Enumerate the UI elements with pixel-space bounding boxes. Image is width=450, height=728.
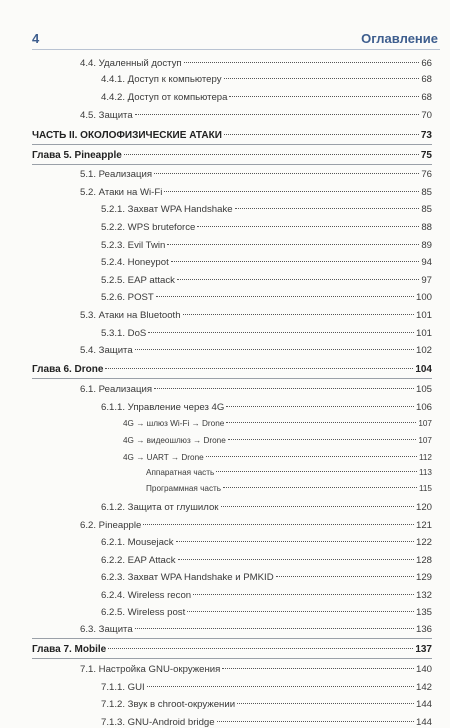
dot-leader [135, 628, 414, 629]
dot-leader [183, 314, 414, 315]
dot-leader [226, 406, 414, 407]
toc-entry-label: 4G → видеошлюз → Drone [123, 436, 226, 445]
toc-entry-page: 107 [418, 419, 432, 428]
page-header [0, 0, 450, 48]
dot-leader [171, 261, 420, 262]
toc-entry-page: 70 [421, 110, 432, 121]
toc-entry [101, 572, 432, 583]
toc-entry-label: 5.2.4. Honeypot [101, 257, 169, 268]
toc-entry [101, 222, 432, 233]
section-rule [32, 658, 432, 659]
dot-leader [184, 62, 420, 63]
toc-entry [80, 664, 432, 675]
section-rule [32, 638, 432, 639]
toc-entry-page: 112 [418, 453, 432, 462]
toc-entry-page: 144 [415, 699, 432, 710]
dot-leader [105, 368, 413, 369]
toc-entry-label: 6.2.3. Захват WPA Handshake и PMKID [101, 572, 274, 583]
dot-leader [193, 594, 414, 595]
toc-entry [80, 624, 432, 635]
toc-entry-page: 101 [415, 328, 432, 339]
toc-entry-page: 135 [415, 607, 432, 618]
toc-entry-page: 122 [415, 537, 432, 548]
toc-entry-label: 6.2.2. EAP Attack [101, 555, 176, 566]
toc-entry-page: 106 [415, 402, 432, 413]
toc-entry-label: 5.2.5. EAP attack [101, 275, 175, 286]
toc-entry-label: 7.1. Настройка GNU-окружения [80, 664, 221, 675]
toc-entry [123, 436, 432, 445]
toc-entry-page: 104 [415, 364, 432, 375]
toc-entry-page: 132 [415, 590, 432, 601]
toc-entry-label: 5.3.1. DoS [101, 328, 147, 339]
toc-entry-label: 4G → UART → Drone [123, 453, 204, 462]
toc-entry-page: 85 [421, 187, 432, 198]
toc-entry-page: 128 [415, 555, 432, 566]
toc-entry [101, 292, 432, 303]
toc-entry [101, 92, 432, 103]
toc-entry-page: 100 [415, 292, 432, 303]
dot-leader [124, 154, 419, 155]
toc-entry [80, 58, 432, 69]
toc-entry-page: 101 [415, 310, 432, 321]
toc-entry-label: ЧАСТЬ II. ОКОЛОФИЗИЧЕСКИЕ АТАКИ [32, 130, 222, 141]
toc-entry [101, 257, 432, 268]
toc-entry [101, 537, 432, 548]
toc-entry-label: 5.2.3. Evil Twin [101, 240, 166, 251]
dot-leader [167, 244, 419, 245]
header-rule [32, 49, 440, 50]
dot-leader [176, 541, 414, 542]
toc-entry-label: 6.2.1. Mousejack [101, 537, 174, 548]
dot-leader [221, 506, 414, 507]
section-rule [32, 164, 432, 165]
dot-leader [229, 96, 419, 97]
dot-leader [197, 226, 419, 227]
toc-entry-label: 4.4.2. Доступ от компьютера [101, 92, 228, 103]
toc-entry [80, 345, 432, 356]
toc-entry-page: 113 [418, 468, 432, 477]
toc-entry-label: Глава 6. Drone [32, 364, 104, 375]
toc-entry-page: 115 [418, 484, 432, 493]
toc-entry [101, 502, 432, 513]
toc-entry-label: 7.1.2. Звук в chroot-окружении [101, 699, 236, 710]
toc-entry-label: 5.2.2. WPS bruteforce [101, 222, 196, 233]
toc-entry-label: 6.1.2. Защита от глушилок [101, 502, 219, 513]
toc-entry-label: 5.2.1. Захват WPA Handshake [101, 204, 233, 215]
toc-entry-page: 66 [421, 58, 432, 69]
toc-entry-page: 120 [415, 502, 432, 513]
toc-entry-page: 121 [415, 520, 432, 531]
toc-entry-label: 5.2.6. POST [101, 292, 154, 303]
dot-leader [178, 559, 414, 560]
toc-entry-label: 6.2.5. Wireless post [101, 607, 186, 618]
toc-entry [80, 384, 432, 395]
toc-entry-page: 142 [415, 682, 432, 693]
toc-entry [101, 328, 432, 339]
dot-leader [154, 173, 419, 174]
toc-entry [101, 590, 432, 601]
toc-entry [101, 74, 432, 85]
dot-leader [154, 388, 414, 389]
toc-entry [32, 644, 432, 655]
dot-leader [143, 524, 414, 525]
toc-entry [101, 717, 432, 728]
dot-leader [147, 686, 414, 687]
toc-entry [101, 402, 432, 413]
dot-leader [216, 471, 417, 472]
toc-entry [80, 187, 432, 198]
toc-entry-label: 6.1.1. Управление через 4G [101, 402, 225, 413]
toc-entry-page: 102 [415, 345, 432, 356]
toc-entry [80, 310, 432, 321]
toc-entry-page: 68 [421, 92, 432, 103]
dot-leader [224, 78, 420, 79]
dot-leader [224, 134, 419, 135]
toc-entry-page: 129 [415, 572, 432, 583]
dot-leader [135, 114, 420, 115]
toc-entry [80, 169, 432, 180]
dot-leader [235, 208, 420, 209]
toc-entry-label: 4.4. Удаленный доступ [80, 58, 182, 69]
toc-entry [80, 110, 432, 121]
running-title: Оглавление [361, 31, 438, 46]
dot-leader [108, 648, 413, 649]
toc-entry-page: 105 [415, 384, 432, 395]
dot-leader [187, 611, 414, 612]
toc-entry [123, 453, 432, 462]
toc-entry [101, 682, 432, 693]
toc-entry-label: 4.5. Защита [80, 110, 133, 121]
dot-leader [226, 422, 416, 423]
toc-entry-page: 73 [420, 130, 432, 141]
toc-entry-label: 6.1. Реализация [80, 384, 153, 395]
toc-entry [101, 240, 432, 251]
toc-entry-label: 7.1.1. GUI [101, 682, 145, 693]
toc-entry-page: 88 [421, 222, 432, 233]
dot-leader [217, 721, 414, 722]
toc-entry-label: 6.3. Защита [80, 624, 133, 635]
toc-entry-page: 140 [415, 664, 432, 675]
dot-leader [223, 487, 417, 488]
toc-entry-label: 6.2.4. Wireless recon [101, 590, 192, 601]
dot-leader [276, 576, 414, 577]
toc-entry-label: 4.4.1. Доступ к компьютеру [101, 74, 222, 85]
toc-entry-page: 85 [421, 204, 432, 215]
toc-entry-page: 94 [421, 257, 432, 268]
toc-entry [32, 130, 432, 141]
toc-entry-page: 68 [421, 74, 432, 85]
dot-leader [156, 296, 414, 297]
dot-leader [206, 456, 417, 457]
toc-entry-page: 97 [421, 275, 432, 286]
section-rule [32, 378, 432, 379]
toc-entry [101, 607, 432, 618]
toc-entry-page: 136 [415, 624, 432, 635]
toc-entry-label: 4G → шлюз Wi-Fi → Drone [123, 419, 225, 428]
toc-entry [123, 419, 432, 428]
toc-entry-page: 75 [420, 150, 432, 161]
toc-entry [32, 364, 432, 375]
toc-entry-label: 5.4. Защита [80, 345, 133, 356]
dot-leader [237, 703, 414, 704]
dot-leader [222, 668, 414, 669]
dot-leader [148, 332, 414, 333]
toc-entry [146, 468, 432, 477]
toc-entry [101, 555, 432, 566]
toc-entry [80, 520, 432, 531]
dot-leader [135, 349, 414, 350]
toc-entry-label: 6.2. Pineapple [80, 520, 142, 531]
toc-entry [146, 484, 432, 493]
dot-leader [164, 191, 419, 192]
toc-entry-label: 5.2. Атаки на Wi-Fi [80, 187, 163, 198]
toc-entry-page: 89 [421, 240, 432, 251]
toc-entry-page: 76 [421, 169, 432, 180]
toc-entry [101, 699, 432, 710]
toc-entry-page: 144 [415, 717, 432, 728]
toc-entry-label: 5.3. Атаки на Bluetooth [80, 310, 181, 321]
toc-entry [101, 275, 432, 286]
toc-entry-label: 7.1.3. GNU-Android bridge [101, 717, 215, 728]
toc-entry-page: 107 [418, 436, 432, 445]
toc-entry-page: 137 [415, 644, 432, 655]
toc-entry [32, 150, 432, 161]
toc-entry [101, 204, 432, 215]
toc-entry-label: Программная часть [146, 484, 222, 493]
toc-entry-label: Глава 5. Pineapple [32, 150, 122, 161]
dot-leader [228, 439, 417, 440]
toc-entry-label: Аппаратная часть [146, 468, 215, 477]
toc-entry-label: Глава 7. Mobile [32, 644, 107, 655]
toc-entry-label: 5.1. Реализация [80, 169, 153, 180]
section-rule [32, 144, 432, 145]
page-number: 4 [32, 31, 40, 46]
dot-leader [177, 279, 419, 280]
